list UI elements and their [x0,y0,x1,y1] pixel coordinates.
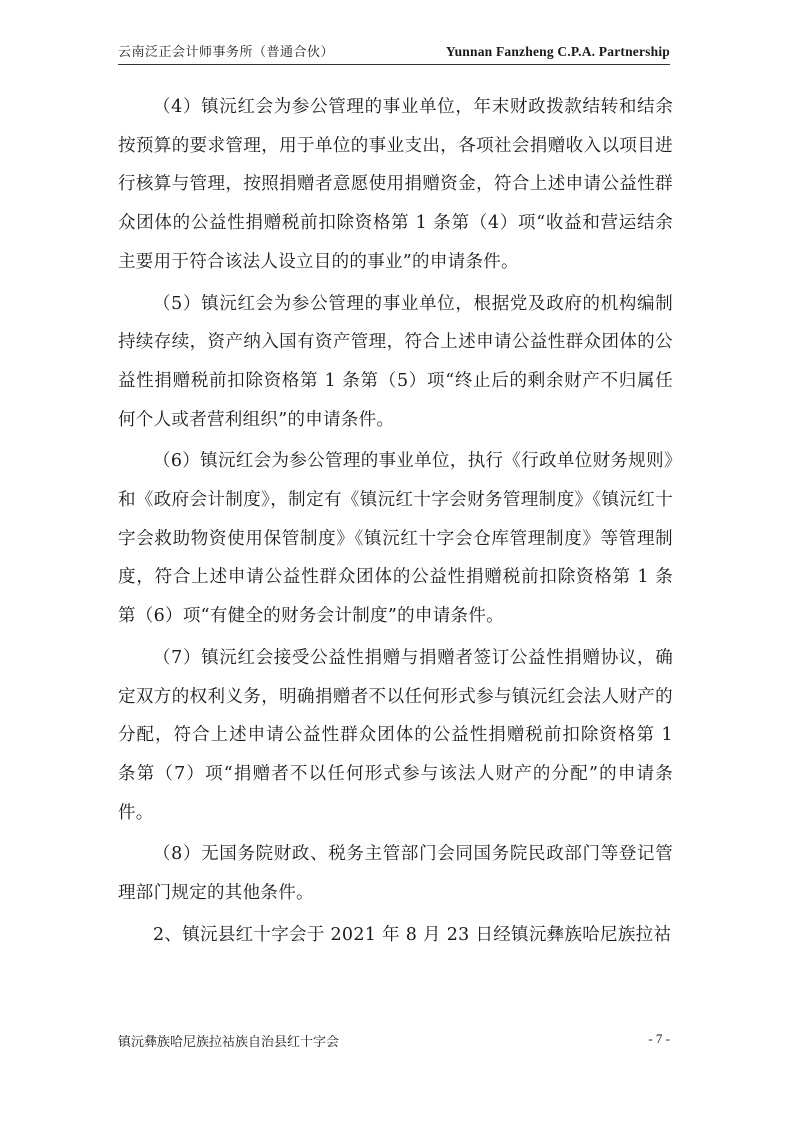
paragraph-item-6: （6）镇沅红会为参公管理的事业单位，执行《行政单位财务规则》和《政府会计制度》，制定有《镇沅红十字会财务管理制度》《镇沅红十字会救助物资使用保管制度》《镇沅红十字会仓库管理制度》等管理制度，符合上述申请公益性群众团体的公益性捐赠税前扣除资格第 1 条第（6）项“有健全的财务会计制度”的申请条件。 [118,451,673,627]
paragraph-section-2: 2、镇沅县红十字会于 2021 年 8 月 23 日经镇沅彝族哈尼族拉祜 [153,924,672,945]
firm-name-english: Yunnan Fanzheng C.P.A. Partnership [445,44,670,59]
page-number: - 7 - [648,1031,670,1046]
paragraph-item-8: （8）无国务院财政、税务主管部门会同国务院民政部门等登记管理部门规定的其他条件。 [118,844,673,904]
firm-name-chinese: 云南泛正会计师事务所（普通合伙） [118,44,335,59]
paragraph-item-7: （7）镇沅红会接受公益性捐赠与捐赠者签订公益性捐赠协议，确定双方的权利义务，明确捐赠者不以任何形式参与镇沅红会法人财产的分配，符合上述申请公益性群众团体的公益性捐赠税前扣除资格第 1 条第（7）项“捐赠者不以任何形式参与该法人财产的分配”的申请条件。 [118,647,673,823]
page-header [118,42,670,65]
document-body [118,88,673,957]
paragraph-item-4: （4）镇沅红会为参公管理的事业单位，年末财政拨款结转和结余按预算的要求管理，用于单位的事业支出，各项社会捐赠收入以项目进行核算与管理，按照捐赠者意愿使用捐赠资金，符合上述申请公益性群众团体的公益性捐赠税前扣除资格第 1 条第（4）项“收益和营运结余主要用于符合该法人设立目的的事业”的申请条件。 [118,97,673,272]
footer-organization: 镇沅彝族哈尼族拉祜族自治县红十字会 [118,1034,340,1049]
paragraph-item-5: （5）镇沅红会为参公管理的事业单位，根据党及政府的机构编制持续存续，资产纳入国有资产管理，符合上述申请公益性群众团体的公益性捐赠税前扣除资格第 1 条第（5）项“终止后的剩余财产不归属任何个人或者营利组织”的申请条件。 [118,293,673,430]
